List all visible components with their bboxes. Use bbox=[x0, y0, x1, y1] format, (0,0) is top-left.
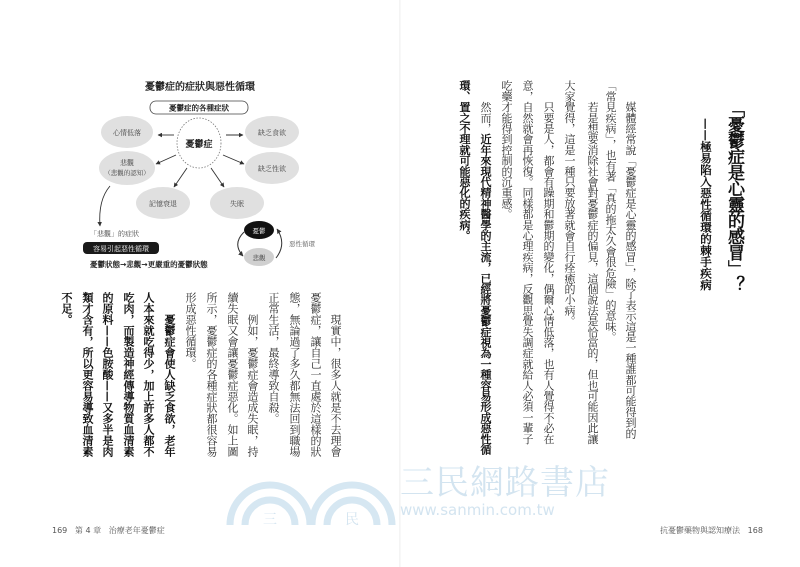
symptom-diagram bbox=[0, 0, 400, 290]
diagram-title: 憂鬱症的症狀與惡性循環 bbox=[145, 82, 255, 93]
pessimism-symptom-label: 「悲觀」的症狀 bbox=[90, 230, 139, 238]
center-label: 憂鬱症 bbox=[185, 140, 213, 150]
section-title: 「憂鬱症是心靈的感冒」？ bbox=[724, 100, 744, 292]
text-line-start: 然而， bbox=[479, 80, 492, 134]
text-line: 例如，憂鬱症會造成失眠，持 bbox=[246, 292, 259, 457]
symptoms-box-label: 憂鬱症的各種症狀 bbox=[169, 103, 229, 113]
watermark-name: 三民網路書店 bbox=[400, 463, 610, 503]
text-line-bold: 近年來現代精神醫學的主流，已經將憂鬱症視為一種容易形成惡性循 bbox=[479, 133, 492, 455]
text-line: 吃藥才能得到控制的沉重感。 bbox=[500, 80, 513, 220]
symptom-libido-label: 缺乏性欲 bbox=[258, 165, 286, 173]
footer-right bbox=[660, 525, 763, 536]
arrow-pessimism-down bbox=[100, 186, 110, 226]
logo-char-right: 民 bbox=[345, 512, 359, 528]
text-line: 若是想要消除社會對憂鬱症的偏見，這個說法是恰當的，但也可能因此讓 bbox=[586, 80, 599, 444]
text-line: 態，無論過了多久都無法回到職場 bbox=[288, 292, 301, 457]
symptom-memory-label: 記憶衰退 bbox=[149, 200, 177, 208]
cycle-arrow-left bbox=[238, 232, 244, 256]
text-line: 正常生活，最終導致自殺。 bbox=[267, 292, 280, 424]
cycle-pessimism-label: 悲觀 bbox=[252, 254, 266, 262]
page-number-left: 169 bbox=[52, 526, 68, 535]
symptom-pessimism-label: 悲觀 bbox=[120, 159, 134, 167]
arrow-libido bbox=[223, 155, 244, 164]
text-line: 憂鬱症，讓自己一直處於這樣的狀 bbox=[309, 292, 322, 457]
symptom-pessimism bbox=[99, 151, 155, 185]
section-subtitle: ——極易陷入惡性循環的棘手疾病 bbox=[699, 118, 713, 291]
text-line: 續失眠又會讓憂鬱症惡化。如上圖 bbox=[226, 292, 239, 457]
text-line: 媒體經常說「憂鬱症是心靈的感冒」，除了表示這是一種誰都可能得到的 bbox=[624, 80, 637, 439]
cycle-arrow-right bbox=[276, 229, 282, 258]
text-line: 環、置之不理就可能惡化的疾病。 bbox=[458, 80, 471, 241]
text-line: 所示，憂鬱症的各種症狀都很容易 bbox=[205, 292, 218, 457]
text-line: 類才含有，所以更容易導致血清素 bbox=[81, 292, 94, 457]
cycle-chain: 憂鬱狀態→悲觀→更嚴重的憂鬱狀態 bbox=[90, 260, 208, 269]
chapter-title: 治療老年憂鬱症 bbox=[108, 526, 165, 535]
cycle-badge-label: 容易引起惡性循環 bbox=[93, 245, 149, 253]
arrow-insomnia bbox=[211, 168, 224, 187]
text-line: 吃肉，而製造神經傳導物質血清素 bbox=[122, 292, 135, 457]
text-line bbox=[479, 80, 491, 455]
text-line: 的原料——色胺酸——又多半是肉 bbox=[101, 292, 114, 457]
symptom-mood-label: 心情低落 bbox=[113, 129, 141, 137]
text-line: 大家覺得，這是一種只要放著就會自行痊癒的小病。 bbox=[563, 80, 576, 327]
text-line: 形成惡性循環。 bbox=[184, 292, 197, 369]
arrow-memory bbox=[174, 168, 187, 187]
text-line: 憂鬱症會使人缺乏食欲，老年 bbox=[163, 292, 176, 457]
watermark-url: www.sanmin.com.tw bbox=[400, 501, 555, 519]
text-line: 意，自然就會再恢復。同樣都是心理疾病，反觀思覺失調症就給人必須一輩子 bbox=[521, 80, 534, 444]
arrow-pessimism bbox=[156, 155, 176, 164]
symptom-appetite-label: 缺乏食欲 bbox=[258, 129, 286, 137]
symptom-pessimism-note: （悲觀的認知） bbox=[104, 169, 150, 177]
page-number-right: 168 bbox=[747, 526, 763, 535]
cycle-label: 惡性循環 bbox=[289, 240, 315, 248]
text-line: 人本來就吃得少，加上許多人都不 bbox=[142, 292, 155, 457]
text-line: 「常見疾病」，也有著「真的拖太久會很危險」的意味。 bbox=[604, 80, 617, 343]
logo-char-left: 三 bbox=[263, 512, 277, 528]
text-line: 只要是人，都會有躁期和鬱期的變化，偶爾心情低落，也有人覺得不必在 bbox=[542, 80, 555, 444]
symptom-insomnia-label: 失眠 bbox=[230, 200, 244, 208]
book-title: 抗憂鬱藥物與認知療法 bbox=[660, 526, 740, 535]
text-line: 現實中，很多人就是不去理會 bbox=[329, 292, 342, 457]
chapter-number: 第 4 章 bbox=[74, 526, 102, 535]
cycle-depression-label: 憂鬱 bbox=[252, 227, 266, 235]
text-line: 不足。 bbox=[60, 292, 73, 325]
footer-left bbox=[52, 525, 165, 536]
